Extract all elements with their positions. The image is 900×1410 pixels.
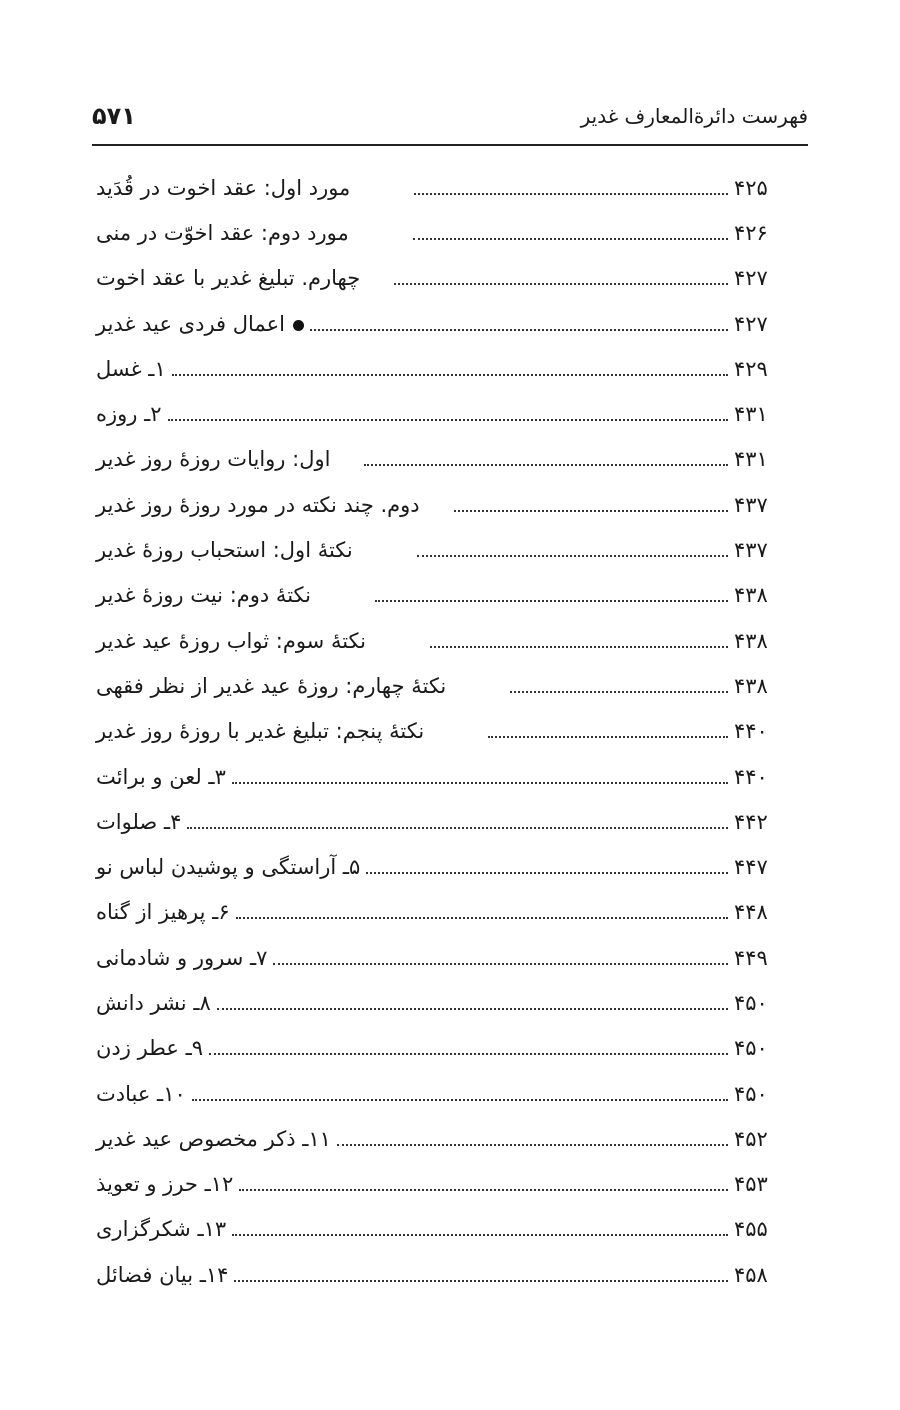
toc-page-number: ۴۴۲ bbox=[734, 809, 768, 834]
dot-leader bbox=[192, 1099, 728, 1101]
toc-entry-wrap bbox=[92, 810, 181, 834]
toc-entry-wrap bbox=[92, 583, 369, 607]
toc-entry-title: نکتهٔ پنجم: تبلیغ غدیر با روزهٔ روز غدیر bbox=[96, 719, 425, 744]
toc-entry-title: ۳ـ لعن و برائت bbox=[96, 764, 226, 789]
toc-entry[interactable] bbox=[92, 1116, 782, 1161]
toc-entry-wrap bbox=[92, 402, 162, 426]
toc-page-number: ۴۲۵ bbox=[734, 175, 768, 200]
toc-page-number: ۴۵۳ bbox=[734, 1172, 768, 1197]
toc-entry-wrap bbox=[92, 1127, 331, 1151]
toc-entry-wrap bbox=[92, 674, 504, 698]
toc-entry[interactable] bbox=[92, 210, 782, 255]
toc-entry-wrap bbox=[92, 900, 230, 924]
toc-page-number: ۴۳۷ bbox=[734, 492, 768, 517]
toc-entry-wrap bbox=[92, 1217, 226, 1241]
toc-entry[interactable] bbox=[92, 256, 782, 301]
toc-entry-wrap bbox=[92, 855, 360, 879]
toc-page-number: ۴۵۰ bbox=[734, 1081, 768, 1106]
toc-entry[interactable] bbox=[92, 980, 782, 1025]
running-title: فهرست دائرةالمعارف غدیر bbox=[580, 104, 808, 128]
toc-entry[interactable] bbox=[92, 1207, 782, 1252]
toc-entry[interactable] bbox=[92, 437, 782, 482]
toc-entry-wrap bbox=[92, 765, 226, 789]
toc-entry-title: ۱۳ـ شکرگزاری bbox=[96, 1217, 227, 1242]
toc-entry[interactable] bbox=[92, 663, 782, 708]
toc-entry-wrap bbox=[92, 538, 411, 562]
dot-leader bbox=[239, 1189, 728, 1191]
page-number: ۵۷۱ bbox=[92, 102, 136, 130]
toc-page-number: ۴۲۷ bbox=[734, 266, 768, 291]
toc-entry-wrap bbox=[92, 176, 408, 200]
toc-page-number: ۴۳۸ bbox=[734, 628, 768, 653]
toc-entry-wrap bbox=[92, 1036, 203, 1060]
dot-leader bbox=[414, 193, 728, 195]
toc-entry-title: ۸ـ نشر دانش bbox=[96, 990, 211, 1015]
toc-entry-wrap bbox=[92, 946, 267, 970]
toc-entry-title: ۱۱ـ ذکر مخصوص عید غدیر bbox=[96, 1126, 331, 1151]
toc-page-number: ۴۵۲ bbox=[734, 1126, 768, 1151]
toc-entry-wrap bbox=[92, 991, 211, 1015]
toc-entry-title: ۱ـ غسل bbox=[96, 356, 166, 381]
dot-leader bbox=[172, 374, 728, 376]
toc-entry[interactable] bbox=[92, 482, 782, 527]
toc-entry-title: ۴ـ صلوات bbox=[96, 809, 182, 834]
toc-page-number: ۴۵۰ bbox=[734, 990, 768, 1015]
toc-entry[interactable] bbox=[92, 844, 782, 889]
toc-entry-wrap bbox=[92, 1082, 186, 1106]
toc-page-number: ۴۵۵ bbox=[734, 1217, 768, 1242]
toc-page-number: ۴۳۷ bbox=[734, 538, 768, 563]
toc-page-number: ۴۴۰ bbox=[734, 719, 768, 744]
dot-leader bbox=[413, 238, 728, 240]
toc-entry[interactable] bbox=[92, 573, 782, 618]
dot-leader bbox=[209, 1053, 728, 1055]
toc-entry-wrap bbox=[92, 719, 482, 743]
toc-entry-title: نکتهٔ چهارم: روزهٔ عید غدیر از نظر فقهی bbox=[96, 673, 447, 698]
toc-entry[interactable] bbox=[92, 391, 782, 436]
toc-entry-title: مورد دوم: عقد اخوّت در منی bbox=[96, 220, 349, 245]
toc-entry-wrap bbox=[92, 629, 424, 653]
toc-entry-wrap bbox=[92, 1172, 233, 1196]
toc-page-number: ۴۳۱ bbox=[734, 402, 768, 427]
toc-entry-title: چهارم. تبلیغ غدیر با عقد اخوت bbox=[96, 266, 361, 291]
toc-entry[interactable] bbox=[92, 1026, 782, 1071]
toc-page-number: ۴۳۱ bbox=[734, 447, 768, 472]
toc-entry[interactable] bbox=[92, 346, 782, 391]
dot-leader bbox=[488, 736, 728, 738]
toc-page-number: ۴۲۶ bbox=[734, 220, 768, 245]
toc-entry[interactable] bbox=[92, 527, 782, 572]
toc-page-number: ۴۳۸ bbox=[734, 583, 768, 608]
dot-leader bbox=[232, 1234, 728, 1236]
dot-leader bbox=[364, 464, 728, 466]
dot-leader bbox=[375, 600, 728, 602]
dot-leader bbox=[168, 419, 728, 421]
toc-page-number: ۴۴۹ bbox=[734, 945, 768, 970]
dot-leader bbox=[394, 283, 728, 285]
toc-entry-wrap bbox=[92, 357, 166, 381]
toc-entry-title: مورد اول: عقد اخوت در قُدَید bbox=[96, 175, 351, 200]
dot-leader bbox=[310, 329, 728, 331]
toc-entry-title: دوم. چند نکته در مورد روزهٔ روز غدیر bbox=[96, 492, 420, 517]
toc-entry[interactable] bbox=[92, 709, 782, 754]
toc-entry-wrap bbox=[92, 266, 388, 290]
dot-leader bbox=[234, 1280, 728, 1282]
toc-entry-wrap bbox=[92, 447, 358, 471]
toc-entry-title: ۵ـ آراستگی و پوشیدن لباس نو bbox=[96, 855, 361, 880]
toc-entry-title: نکتهٔ اول: استحباب روزهٔ غدیر bbox=[96, 538, 353, 563]
dot-leader bbox=[273, 963, 728, 965]
dot-leader bbox=[232, 782, 728, 784]
dot-leader bbox=[430, 646, 728, 648]
toc-page-number: ۴۲۷ bbox=[734, 311, 768, 336]
dot-leader bbox=[366, 872, 728, 874]
toc-entry-wrap bbox=[92, 1263, 228, 1287]
toc-entry-title: ۱۴ـ بیان فضائل bbox=[96, 1262, 229, 1287]
toc-entry[interactable] bbox=[92, 165, 782, 210]
toc-entry-title: ۱۲ـ حرز و تعویذ bbox=[96, 1172, 234, 1197]
toc-entry-title: نکتهٔ سوم: ثواب روزهٔ عید غدیر bbox=[96, 628, 366, 653]
toc-entry[interactable] bbox=[92, 1252, 782, 1297]
toc-entry-title: نکتهٔ دوم: نیت روزهٔ غدیر bbox=[96, 583, 311, 608]
dot-leader bbox=[187, 827, 728, 829]
toc-page-number: ۴۴۷ bbox=[734, 855, 768, 880]
toc-entry-title: ۷ـ سرور و شادمانی bbox=[96, 945, 268, 970]
toc-page-number: ۴۲۹ bbox=[734, 356, 768, 381]
toc-entry-wrap bbox=[92, 221, 407, 245]
toc-entry[interactable] bbox=[92, 754, 782, 799]
toc-page-number: ۴۴۸ bbox=[734, 900, 768, 925]
toc-entry-title: ۹ـ عطر زدن bbox=[96, 1036, 204, 1061]
toc-entry[interactable] bbox=[92, 890, 782, 935]
toc-page-number: ۴۵۸ bbox=[734, 1262, 768, 1287]
dot-leader bbox=[217, 1008, 728, 1010]
bullet-icon bbox=[293, 320, 304, 331]
toc-entry-title: ۲ـ روزه bbox=[96, 402, 162, 427]
toc-entry-wrap bbox=[92, 312, 304, 336]
toc-page-number: ۴۴۰ bbox=[734, 764, 768, 789]
toc-page-number: ۴۳۸ bbox=[734, 673, 768, 698]
toc-entry-title: اعمال فردی عید غدیر bbox=[96, 311, 285, 336]
toc-entry[interactable] bbox=[92, 1162, 782, 1207]
dot-leader bbox=[337, 1144, 728, 1146]
toc-entry[interactable] bbox=[92, 1071, 782, 1116]
dot-leader bbox=[236, 917, 728, 919]
toc-page-number: ۴۵۰ bbox=[734, 1036, 768, 1061]
toc-entry[interactable] bbox=[92, 301, 782, 346]
table-of-contents bbox=[92, 165, 782, 1297]
toc-entry[interactable] bbox=[92, 935, 782, 980]
toc-entry-title: ۱۰ـ عبادت bbox=[96, 1081, 186, 1106]
dot-leader bbox=[510, 691, 728, 693]
toc-entry-title: ۶ـ پرهیز از گناه bbox=[96, 900, 230, 925]
toc-entry-wrap bbox=[92, 493, 448, 517]
toc-entry[interactable] bbox=[92, 799, 782, 844]
page-header bbox=[92, 92, 808, 146]
dot-leader bbox=[417, 555, 728, 557]
toc-entry[interactable] bbox=[92, 618, 782, 663]
dot-leader bbox=[454, 510, 728, 512]
toc-entry-title: اول: روایات روزهٔ روز غدیر bbox=[96, 447, 331, 472]
